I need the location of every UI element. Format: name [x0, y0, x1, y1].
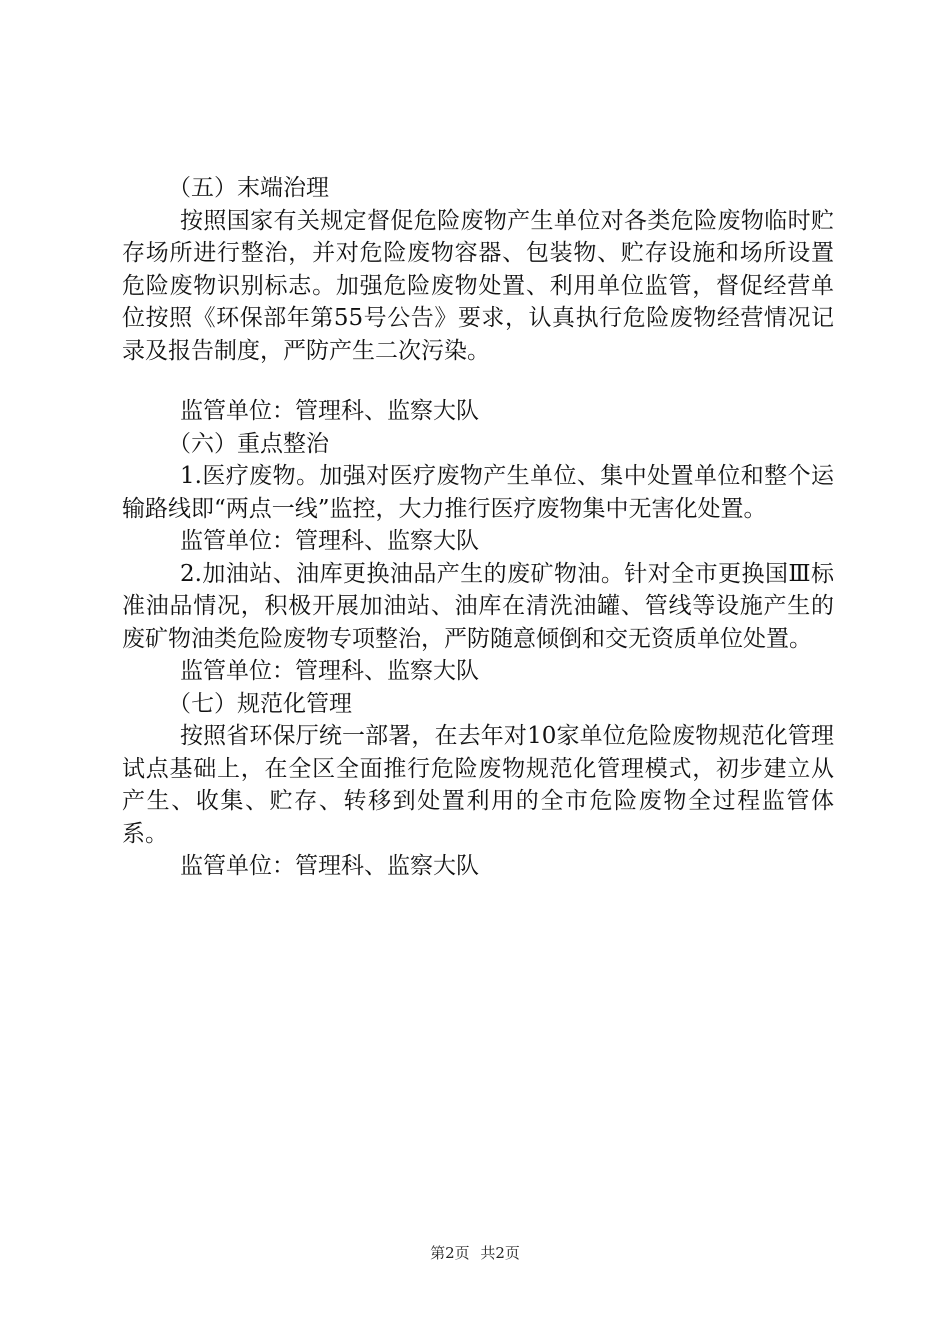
section-body-7: 按照省环保厅统一部署，在去年对10家单位危险废物规范化管理试点基础上，在全区全面推行危险废物规范化管理模式，初步建立从产生、收集、贮存、转移到处置利用的全市危险废物全过程监管体系。 [122, 723, 834, 847]
section-supervisor-7: 监管单位：管理科、监察大队 [180, 853, 479, 879]
document-body [122, 172, 834, 883]
page-number: 第2页 [430, 1244, 470, 1262]
section-supervisor-5: 监管单位：管理科、监察大队 [180, 398, 479, 424]
page-total: 共2页 [480, 1244, 520, 1262]
section-item-waste-oil: 2.加油站、油库更换油品产生的废矿物油。针对全市更换国Ⅲ标准油品情况，积极开展加油站、油库在清洗油罐、管线等设施产生的废矿物油类危险废物专项整治，严防随意倾倒和交无资质单位处置。 [122, 560, 834, 652]
section-item-waste-oil-supervisor: 监管单位：管理科、监察大队 [180, 658, 479, 684]
section-heading-7: （七）规范化管理 [168, 690, 352, 717]
section-heading-6: （六）重点整治 [168, 430, 329, 457]
section-item-medical-waste-supervisor: 监管单位：管理科、监察大队 [180, 528, 479, 554]
section-item-medical-waste: 1.医疗废物。加强对医疗废物产生单位、集中处置单位和整个运输路线即“两点一线”监控，大力推行医疗废物集中无害化处置。 [122, 463, 834, 522]
page-footer [0, 1243, 950, 1263]
section-heading-5: （五）末端治理 [168, 175, 329, 201]
section-body-5: 按照国家有关规定督促危险废物产生单位对各类危险废物临时贮存场所进行整治，并对危险废物容器、包装物、贮存设施和场所设置危险废物识别标志。加强危险废物处置、利用单位监管，督促经营单位按照《环保部年第55号公告》要求，认真执行危险废物经营情况记录及报告制度，严防产生二次污染。 [122, 207, 834, 364]
paragraph-gap [122, 367, 834, 395]
